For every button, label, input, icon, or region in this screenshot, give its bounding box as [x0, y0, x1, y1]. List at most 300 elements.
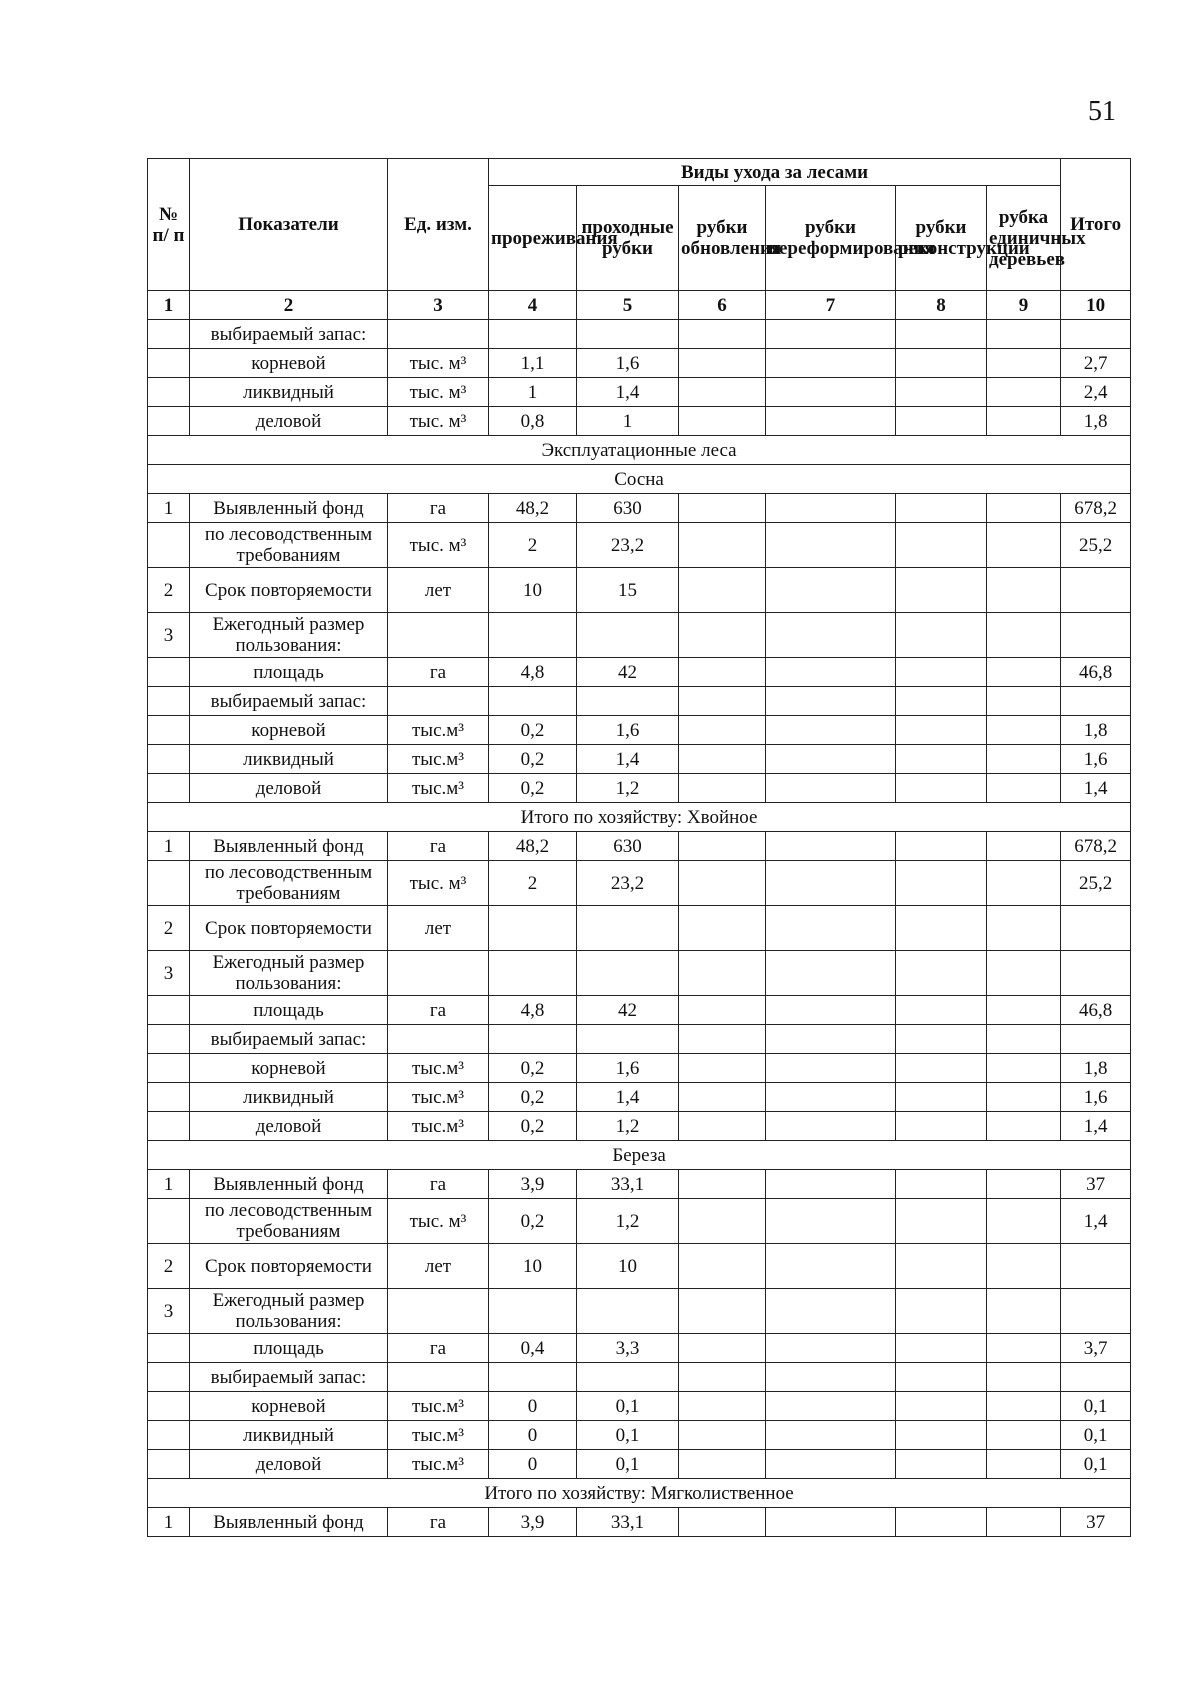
header-num: № п/ п: [148, 159, 190, 291]
cell-total: [1061, 951, 1131, 996]
table-row: [148, 1083, 1131, 1112]
cell-passage: 1,2: [577, 1112, 679, 1141]
cell-renewal: [679, 745, 766, 774]
cell-reconstruction: [896, 1363, 987, 1392]
cell-reconstruction: [896, 716, 987, 745]
cell-total: 0,1: [1061, 1421, 1131, 1450]
cell-thinning: 0,8: [489, 407, 577, 436]
cell-num: 1: [148, 1508, 190, 1537]
cell-total: 1,8: [1061, 716, 1131, 745]
cell-unit: тыс.м³: [388, 1112, 489, 1141]
cell-renewal: [679, 716, 766, 745]
table-row: [148, 1025, 1131, 1054]
cell-num: [148, 378, 190, 407]
cell-reconstruction: [896, 494, 987, 523]
cell-renewal: [679, 1112, 766, 1141]
cell-reformation: [766, 774, 896, 803]
cell-thinning: 0,2: [489, 1054, 577, 1083]
cell-thinning: [489, 1363, 577, 1392]
cell-total: 46,8: [1061, 658, 1131, 687]
cell-passage: 630: [577, 494, 679, 523]
cell-renewal: [679, 494, 766, 523]
cell-unit: тыс.м³: [388, 774, 489, 803]
cell-num: [148, 774, 190, 803]
table-row: [148, 832, 1131, 861]
cell-indicator: Выявленный фонд: [190, 1508, 388, 1537]
cell-passage: 1: [577, 407, 679, 436]
col-number: 4: [489, 291, 577, 320]
cell-renewal: [679, 1083, 766, 1112]
cell-passage: 1,6: [577, 716, 679, 745]
cell-indicator: Выявленный фонд: [190, 494, 388, 523]
cell-single-tree: [987, 1083, 1061, 1112]
cell-single-tree: [987, 951, 1061, 996]
cell-single-tree: [987, 613, 1061, 658]
cell-unit: [388, 320, 489, 349]
cell-thinning: [489, 613, 577, 658]
cell-thinning: 10: [489, 1244, 577, 1289]
cell-passage: 1,6: [577, 1054, 679, 1083]
cell-total: [1061, 568, 1131, 613]
cell-renewal: [679, 1334, 766, 1363]
col-number: 2: [190, 291, 388, 320]
section-title: Итого по хозяйству: Мягколиственное: [148, 1479, 1131, 1508]
section-row: [148, 465, 1131, 494]
cell-unit: [388, 1289, 489, 1334]
cell-num: [148, 745, 190, 774]
cell-reformation: [766, 320, 896, 349]
cell-renewal: [679, 1363, 766, 1392]
forest-care-table: [147, 158, 1131, 1537]
cell-reformation: [766, 716, 896, 745]
cell-total: [1061, 613, 1131, 658]
cell-num: [148, 861, 190, 906]
cell-reconstruction: [896, 378, 987, 407]
cell-num: 2: [148, 906, 190, 951]
table-row: [148, 1289, 1131, 1334]
cell-renewal: [679, 1450, 766, 1479]
cell-indicator: Ежегодный размер пользования:: [190, 1289, 388, 1334]
cell-num: [148, 1112, 190, 1141]
cell-thinning: 3,9: [489, 1508, 577, 1537]
cell-unit: га: [388, 1170, 489, 1199]
cell-indicator: деловой: [190, 407, 388, 436]
cell-total: 1,4: [1061, 774, 1131, 803]
section-row: [148, 1479, 1131, 1508]
table-row: [148, 1392, 1131, 1421]
cell-indicator: корневой: [190, 1054, 388, 1083]
cell-reconstruction: [896, 1025, 987, 1054]
header-single-tree-cutting: рубка единичных деревьев: [987, 186, 1061, 291]
cell-passage: [577, 687, 679, 716]
cell-indicator: ликвидный: [190, 1083, 388, 1112]
cell-renewal: [679, 378, 766, 407]
cell-indicator: корневой: [190, 716, 388, 745]
cell-thinning: 3,9: [489, 1170, 577, 1199]
cell-single-tree: [987, 745, 1061, 774]
cell-reformation: [766, 349, 896, 378]
cell-renewal: [679, 613, 766, 658]
table-row: [148, 774, 1131, 803]
cell-reformation: [766, 906, 896, 951]
cell-renewal: [679, 1392, 766, 1421]
cell-unit: га: [388, 832, 489, 861]
cell-reconstruction: [896, 1083, 987, 1112]
cell-passage: 42: [577, 658, 679, 687]
cell-unit: лет: [388, 568, 489, 613]
cell-total: 1,8: [1061, 1054, 1131, 1083]
cell-reformation: [766, 1199, 896, 1244]
cell-renewal: [679, 996, 766, 1025]
header-reconstruction-cuttings: рубки реконструкции: [896, 186, 987, 291]
table-row: [148, 687, 1131, 716]
cell-passage: 0,1: [577, 1392, 679, 1421]
cell-reconstruction: [896, 1112, 987, 1141]
table-row: [148, 1508, 1131, 1537]
table-row: [148, 1450, 1131, 1479]
cell-num: [148, 407, 190, 436]
col-number: 7: [766, 291, 896, 320]
cell-renewal: [679, 658, 766, 687]
header-care-types: Виды ухода за лесами: [489, 159, 1061, 186]
cell-single-tree: [987, 687, 1061, 716]
cell-reformation: [766, 494, 896, 523]
cell-num: [148, 1334, 190, 1363]
cell-single-tree: [987, 832, 1061, 861]
cell-total: 1,4: [1061, 1199, 1131, 1244]
cell-reformation: [766, 745, 896, 774]
cell-unit: тыс. м³: [388, 523, 489, 568]
cell-reformation: [766, 378, 896, 407]
cell-thinning: 4,8: [489, 996, 577, 1025]
cell-passage: [577, 951, 679, 996]
cell-thinning: 0,4: [489, 1334, 577, 1363]
cell-num: [148, 687, 190, 716]
table-row: [148, 1244, 1131, 1289]
cell-num: [148, 996, 190, 1025]
cell-thinning: [489, 1289, 577, 1334]
cell-single-tree: [987, 523, 1061, 568]
section-row: [148, 1141, 1131, 1170]
cell-reconstruction: [896, 1244, 987, 1289]
cell-passage: 23,2: [577, 523, 679, 568]
cell-unit: тыс. м³: [388, 349, 489, 378]
cell-passage: [577, 1025, 679, 1054]
cell-num: [148, 523, 190, 568]
cell-single-tree: [987, 320, 1061, 349]
cell-indicator: Срок повторяемости: [190, 568, 388, 613]
cell-reformation: [766, 658, 896, 687]
cell-passage: 630: [577, 832, 679, 861]
cell-reformation: [766, 1421, 896, 1450]
cell-indicator: Выявленный фонд: [190, 832, 388, 861]
cell-reconstruction: [896, 1421, 987, 1450]
cell-num: [148, 349, 190, 378]
cell-indicator: ликвидный: [190, 378, 388, 407]
cell-num: [148, 1392, 190, 1421]
section-row: [148, 436, 1131, 465]
cell-renewal: [679, 320, 766, 349]
cell-total: [1061, 1025, 1131, 1054]
cell-reformation: [766, 1025, 896, 1054]
cell-total: 1,6: [1061, 745, 1131, 774]
cell-single-tree: [987, 1289, 1061, 1334]
cell-num: [148, 1199, 190, 1244]
cell-unit: тыс.м³: [388, 1083, 489, 1112]
cell-renewal: [679, 523, 766, 568]
cell-reformation: [766, 1450, 896, 1479]
section-title: Итого по хозяйству: Хвойное: [148, 803, 1131, 832]
cell-thinning: 0,2: [489, 774, 577, 803]
cell-passage: [577, 1363, 679, 1392]
cell-reconstruction: [896, 1170, 987, 1199]
cell-unit: тыс.м³: [388, 745, 489, 774]
cell-single-tree: [987, 494, 1061, 523]
cell-total: 1,6: [1061, 1083, 1131, 1112]
cell-num: 1: [148, 494, 190, 523]
cell-renewal: [679, 832, 766, 861]
cell-single-tree: [987, 658, 1061, 687]
table-row: [148, 745, 1131, 774]
col-number: 1: [148, 291, 190, 320]
cell-total: 678,2: [1061, 494, 1131, 523]
section-title: Береза: [148, 1141, 1131, 1170]
cell-unit: га: [388, 658, 489, 687]
cell-reconstruction: [896, 906, 987, 951]
cell-single-tree: [987, 716, 1061, 745]
cell-indicator: Срок повторяемости: [190, 906, 388, 951]
cell-reconstruction: [896, 1289, 987, 1334]
cell-unit: тыс.м³: [388, 1054, 489, 1083]
cell-reformation: [766, 832, 896, 861]
cell-thinning: 0,2: [489, 1112, 577, 1141]
cell-num: 1: [148, 1170, 190, 1199]
cell-indicator: выбираемый запас:: [190, 320, 388, 349]
cell-passage: [577, 613, 679, 658]
cell-thinning: 0: [489, 1450, 577, 1479]
cell-indicator: деловой: [190, 1112, 388, 1141]
cell-num: 3: [148, 1289, 190, 1334]
cell-single-tree: [987, 1450, 1061, 1479]
cell-num: [148, 1083, 190, 1112]
header-thinning: прореживания: [489, 186, 577, 291]
table-row: [148, 861, 1131, 906]
cell-indicator: по лесоводственным требованиям: [190, 523, 388, 568]
cell-total: 2,4: [1061, 378, 1131, 407]
cell-total: 1,8: [1061, 407, 1131, 436]
cell-reconstruction: [896, 1392, 987, 1421]
cell-total: 2,7: [1061, 349, 1131, 378]
cell-thinning: 0: [489, 1421, 577, 1450]
cell-thinning: 0,2: [489, 1083, 577, 1112]
cell-thinning: [489, 951, 577, 996]
cell-passage: 33,1: [577, 1170, 679, 1199]
cell-thinning: [489, 906, 577, 951]
cell-total: 0,1: [1061, 1450, 1131, 1479]
cell-reconstruction: [896, 745, 987, 774]
col-number: 6: [679, 291, 766, 320]
table-row: [148, 716, 1131, 745]
cell-passage: 23,2: [577, 861, 679, 906]
col-number: 3: [388, 291, 489, 320]
cell-indicator: ликвидный: [190, 1421, 388, 1450]
table-row: [148, 320, 1131, 349]
cell-num: [148, 1421, 190, 1450]
header-renewal-cuttings: рубки обновления: [679, 186, 766, 291]
cell-thinning: 2: [489, 861, 577, 906]
cell-total: 3,7: [1061, 1334, 1131, 1363]
cell-reconstruction: [896, 774, 987, 803]
cell-unit: лет: [388, 1244, 489, 1289]
cell-indicator: выбираемый запас:: [190, 687, 388, 716]
cell-single-tree: [987, 1508, 1061, 1537]
cell-reformation: [766, 996, 896, 1025]
cell-reconstruction: [896, 951, 987, 996]
header-indicator: Показатели: [190, 159, 388, 291]
cell-num: [148, 1025, 190, 1054]
cell-num: 2: [148, 1244, 190, 1289]
cell-thinning: 1: [489, 378, 577, 407]
cell-renewal: [679, 1508, 766, 1537]
col-number: 9: [987, 291, 1061, 320]
cell-single-tree: [987, 378, 1061, 407]
cell-single-tree: [987, 861, 1061, 906]
cell-thinning: [489, 687, 577, 716]
cell-single-tree: [987, 568, 1061, 613]
cell-renewal: [679, 1289, 766, 1334]
cell-passage: 10: [577, 1244, 679, 1289]
cell-reformation: [766, 687, 896, 716]
cell-reconstruction: [896, 996, 987, 1025]
cell-unit: тыс.м³: [388, 716, 489, 745]
table-row: [148, 951, 1131, 996]
table-row: [148, 349, 1131, 378]
cell-indicator: Выявленный фонд: [190, 1170, 388, 1199]
cell-indicator: выбираемый запас:: [190, 1025, 388, 1054]
cell-renewal: [679, 407, 766, 436]
cell-total: 678,2: [1061, 832, 1131, 861]
cell-num: 3: [148, 951, 190, 996]
cell-unit: тыс. м³: [388, 1199, 489, 1244]
cell-renewal: [679, 568, 766, 613]
cell-num: 2: [148, 568, 190, 613]
cell-passage: 1,2: [577, 774, 679, 803]
cell-passage: 0,1: [577, 1421, 679, 1450]
cell-indicator: площадь: [190, 658, 388, 687]
cell-renewal: [679, 906, 766, 951]
cell-renewal: [679, 1025, 766, 1054]
cell-passage: 33,1: [577, 1508, 679, 1537]
cell-thinning: 0,2: [489, 1199, 577, 1244]
section-title: Сосна: [148, 465, 1131, 494]
cell-renewal: [679, 861, 766, 906]
cell-reformation: [766, 861, 896, 906]
cell-passage: 1,4: [577, 745, 679, 774]
cell-unit: [388, 687, 489, 716]
cell-single-tree: [987, 1054, 1061, 1083]
cell-passage: 1,2: [577, 1199, 679, 1244]
cell-indicator: Ежегодный размер пользования:: [190, 951, 388, 996]
cell-indicator: ликвидный: [190, 745, 388, 774]
cell-total: 37: [1061, 1170, 1131, 1199]
table-body: [148, 320, 1131, 1537]
cell-passage: 0,1: [577, 1450, 679, 1479]
cell-reconstruction: [896, 568, 987, 613]
cell-reformation: [766, 1363, 896, 1392]
cell-indicator: корневой: [190, 1392, 388, 1421]
cell-renewal: [679, 1054, 766, 1083]
cell-indicator: Ежегодный размер пользования:: [190, 613, 388, 658]
cell-passage: [577, 320, 679, 349]
column-number-row: [148, 291, 1131, 320]
cell-unit: тыс.м³: [388, 1392, 489, 1421]
cell-indicator: деловой: [190, 774, 388, 803]
cell-renewal: [679, 951, 766, 996]
cell-passage: 1,4: [577, 1083, 679, 1112]
cell-num: [148, 716, 190, 745]
cell-renewal: [679, 687, 766, 716]
cell-single-tree: [987, 407, 1061, 436]
cell-single-tree: [987, 906, 1061, 951]
cell-single-tree: [987, 1334, 1061, 1363]
cell-renewal: [679, 1199, 766, 1244]
table-row: [148, 1112, 1131, 1141]
table-row: [148, 996, 1131, 1025]
cell-reconstruction: [896, 687, 987, 716]
page-number: 51: [1088, 96, 1116, 127]
cell-indicator: деловой: [190, 1450, 388, 1479]
cell-unit: тыс. м³: [388, 861, 489, 906]
header-passage-cuttings: проходные рубки: [577, 186, 679, 291]
cell-thinning: 1,1: [489, 349, 577, 378]
cell-unit: га: [388, 1508, 489, 1537]
cell-unit: тыс. м³: [388, 407, 489, 436]
cell-total: 37: [1061, 1508, 1131, 1537]
cell-unit: га: [388, 996, 489, 1025]
cell-renewal: [679, 1421, 766, 1450]
cell-reformation: [766, 1112, 896, 1141]
table-row: [148, 1421, 1131, 1450]
cell-reformation: [766, 523, 896, 568]
cell-indicator: Срок повторяемости: [190, 1244, 388, 1289]
cell-reconstruction: [896, 1450, 987, 1479]
table-row: [148, 1054, 1131, 1083]
table-row: [148, 658, 1131, 687]
cell-thinning: 0,2: [489, 716, 577, 745]
cell-reformation: [766, 1392, 896, 1421]
table-row: [148, 407, 1131, 436]
cell-single-tree: [987, 996, 1061, 1025]
table-row: [148, 906, 1131, 951]
cell-total: [1061, 1363, 1131, 1392]
cell-unit: [388, 951, 489, 996]
cell-reformation: [766, 407, 896, 436]
cell-unit: га: [388, 494, 489, 523]
cell-passage: [577, 1289, 679, 1334]
cell-total: [1061, 906, 1131, 951]
cell-reconstruction: [896, 1054, 987, 1083]
cell-reformation: [766, 1083, 896, 1112]
cell-reformation: [766, 613, 896, 658]
cell-total: 46,8: [1061, 996, 1131, 1025]
cell-total: 25,2: [1061, 523, 1131, 568]
cell-passage: 15: [577, 568, 679, 613]
cell-unit: тыс.м³: [388, 1421, 489, 1450]
cell-thinning: 4,8: [489, 658, 577, 687]
cell-reconstruction: [896, 1199, 987, 1244]
cell-thinning: 10: [489, 568, 577, 613]
cell-indicator: по лесоводственным требованиям: [190, 861, 388, 906]
